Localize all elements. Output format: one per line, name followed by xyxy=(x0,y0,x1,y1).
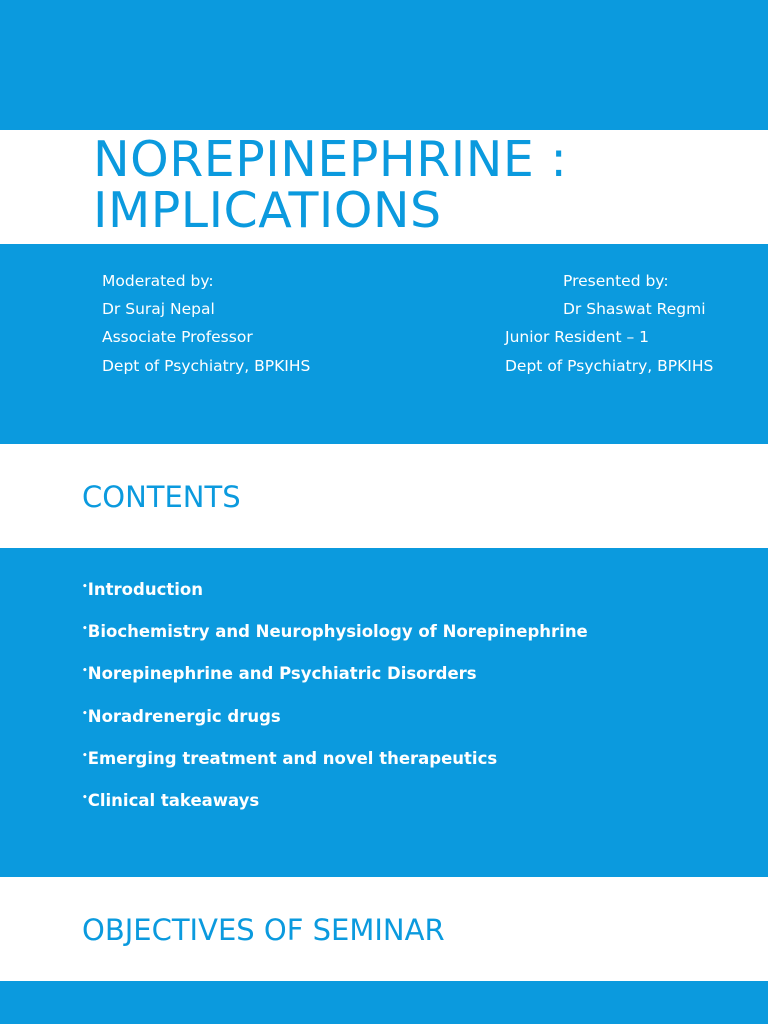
objectives-heading: OBJECTIVES OF SEMINAR xyxy=(82,913,445,947)
presenter-name: Dr Shaswat Regmi xyxy=(563,300,706,318)
contents-heading: CONTENTS xyxy=(82,480,241,514)
list-item-text: Noradrenergic drugs xyxy=(87,707,281,726)
bullet-icon: • xyxy=(82,666,88,676)
bullet-icon: • xyxy=(82,582,88,592)
presenter-position: Junior Resident – 1 xyxy=(505,328,650,346)
bullet-icon: • xyxy=(82,793,88,803)
bullet-icon: • xyxy=(82,709,88,719)
list-item xyxy=(82,618,588,643)
slide1-credits-band xyxy=(0,244,768,444)
presenter-dept: Dept of Psychiatry, BPKIHS xyxy=(505,357,714,375)
slide1-title-line1: NOREPINEPHRINE : xyxy=(93,131,568,188)
presenter-heading: Presented by: xyxy=(563,272,669,290)
list-item-text: Clinical takeaways xyxy=(87,791,260,810)
slide2-title-band xyxy=(0,444,768,548)
moderator-heading: Moderated by: xyxy=(102,272,214,290)
slide3-body-band xyxy=(0,981,768,1024)
list-item-text: Norepinephrine and Psychiatric Disorders xyxy=(87,664,477,683)
slide1-title-line2: IMPLICATIONS xyxy=(93,182,442,239)
list-item xyxy=(82,787,259,812)
slide1-title xyxy=(93,131,733,239)
list-item-text: Introduction xyxy=(87,580,203,599)
bullet-icon: • xyxy=(82,751,88,761)
list-item-text: Biochemistry and Neurophysiology of Norepinephrine xyxy=(87,622,588,641)
slide1-top-band xyxy=(0,0,768,130)
moderator-dept: Dept of Psychiatry, BPKIHS xyxy=(102,357,311,375)
slide2-contents-band xyxy=(0,548,768,877)
bullet-icon: • xyxy=(82,624,88,634)
moderator-position: Associate Professor xyxy=(102,328,253,346)
list-item xyxy=(82,660,477,685)
list-item-text: Emerging treatment and novel therapeutics xyxy=(87,749,498,768)
list-item xyxy=(82,576,203,601)
list-item xyxy=(82,745,497,770)
moderator-name: Dr Suraj Nepal xyxy=(102,300,215,318)
list-item xyxy=(82,703,281,728)
slide3-title-band xyxy=(0,877,768,981)
